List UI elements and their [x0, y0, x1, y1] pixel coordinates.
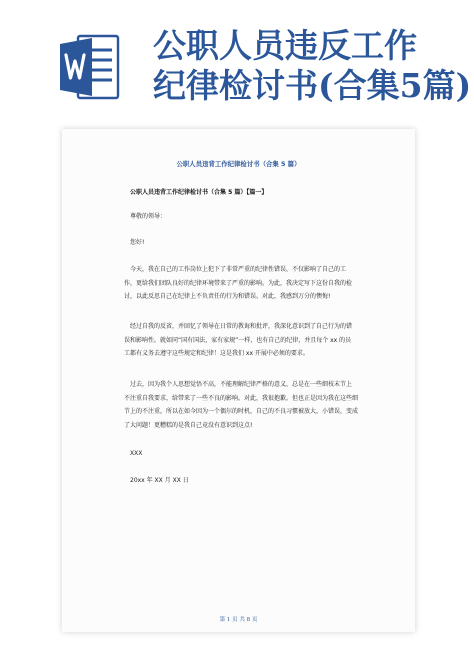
- paragraph-1-line: 讨，以此反思自己在纪律上不负责任的行为和错误。对此，我感到万分的懊悔!: [124, 293, 331, 300]
- paragraph-1-line: 作，更给我们团队良好的纪律环境带来了严重的影响。为此，我决定写下这份自我的检: [124, 279, 353, 287]
- banner-title-line1: 公职人员违反工作: [153, 26, 417, 65]
- paragraph-3-line: 节上的不注重，所以在如今因为一个偶尔的时机，自己的不良习惯被放大，小错误，变成: [124, 408, 359, 415]
- salutation: 尊敬的领导：: [130, 213, 167, 220]
- paragraph-3-line: 了大问题！更糟糕的是我自己竟没有意识到这点!: [124, 421, 253, 429]
- banner-title-line2: 纪律检讨书(合集5篇): [153, 66, 472, 105]
- banner: [0, 0, 474, 120]
- document-heading: 公职人员违背工作纪律检讨书（合集 5 篇）: [176, 160, 301, 168]
- banner-title: [153, 26, 472, 106]
- word-document-icon: [58, 30, 120, 104]
- date: 20xx 年 XX 月 XX 日: [130, 477, 189, 484]
- greeting: 您好!: [130, 239, 145, 246]
- paragraph-3-line: 不注重自我要求，给带来了一些不良的影响。对此，我很抱歉。但也正是因为我在这些细: [124, 394, 359, 402]
- paragraph-2: [124, 320, 352, 361]
- document-page: [62, 129, 415, 632]
- paragraph-1: [124, 263, 352, 304]
- paragraph-3: [124, 378, 358, 432]
- paragraph-1-line: 今天，我在自己的工作岗位上犯下了非常严重的纪律性错误，不仅影响了自己的工: [130, 266, 347, 273]
- paragraph-2-line: 经过自我的反省，并回忆了领导在日常的教诲和批评，我深化意识到了自己行为的错: [130, 323, 353, 330]
- paragraph-3-line: 过去，因为我个人思想觉悟不高，不能理解纪律严格的意义，总是在一些细枝末节上: [130, 381, 353, 388]
- paragraph-2-line: 误和影响性。就如同“国有国法，家有家规”一样，也有自己的纪律，并且每个 xx 的员: [124, 336, 352, 344]
- document-subheading: 公职人员违背工作纪律检讨书（合集 5 篇）【篇一】: [130, 189, 268, 196]
- paragraph-2-line: 工都有义务去遵守这些规定和纪律！这是我们 xx 开展中必须的要求。: [124, 350, 309, 357]
- page-footer: 第 1 页 共 8 页: [219, 617, 258, 623]
- signature: XXX: [130, 450, 143, 457]
